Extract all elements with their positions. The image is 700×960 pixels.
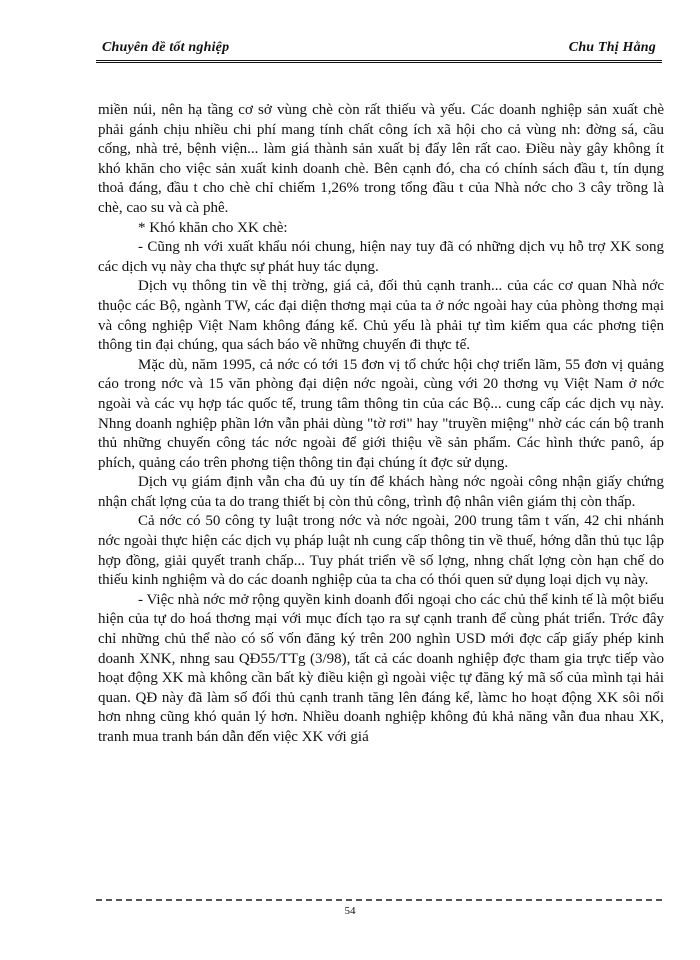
paragraph-trade-fairs: Mặc dù, năm 1995, cả nớc có tới 15 đơn vị tổ chức hội chợ triển lãm, 55 đơn vị quảng cáo trong nớc và 15 văn phòng đại diện nớc ngoài, cùng với 20 thơng vụ Việt Nam ở nớc ngoài và các vụ hợp tác quốc tế, trung tâm thông tin của các Bộ... cung cấp các dịch vụ này. Nhng doanh nghiệp phần lớn vẫn phải dùng "tờ rơi" hay "truyền miệng" nhờ các cán bộ tranh thủ những chuyến công tác nớc ngoài để giới thiệu về sản phẩm. Các hình thức panô, áp phích, quảng cáo trên phơng tiện thông tin đại chúng ít đợc sử dụng.	[98, 356, 664, 471]
header-divider	[96, 60, 662, 63]
paragraph-legal-services: Cả nớc có 50 công ty luật trong nớc và nớc ngoài, 200 trung tâm t vấn, 42 chi nhánh nớc ngoài thực hiện các dịch vụ pháp luật nh cung cấp thông tin về thuế, hớng dẫn thủ tục lập hợp đồng, giải quyết tranh chấp... Tuy phát triển về số lợng, nhng chất lợng còn hạn chế do thiếu kinh nghiệm và do các doanh nghiệp của ta cha có thói quen sử dụng loại dịch vụ này.	[98, 513, 664, 589]
paragraph-market-information: Dịch vụ thông tin về thị trờng, giá cả, đối thủ cạnh tranh... của các cơ quan Nhà nớc thuộc các Bộ, ngành TW, các đại diện thơng mại của ta ở nớc ngoài hay của phòng thơng mại và công nghiệp Việt Nam không đáng kể. Chủ yếu là phải tự tìm kiếm qua các phơng tiện thông tin đại chúng, qua sách báo về những chuyến đi thực tế.	[98, 278, 664, 354]
header-author-name: Chu Thị Hằng	[568, 40, 656, 55]
document-body	[98, 101, 664, 748]
paragraph-infrastructure: miền núi, nên hạ tầng cơ sở vùng chè còn rất thiếu và yếu. Các doanh nghiệp sản xuất chè phải gánh chịu nhiều chi phí mang tính chất công ích xã hội cho cả vùng nh: đờng sá, cầu cống, nhà trẻ, bệnh viện... làm giá thành sản xuất bị đẩy lên rất cao. Điều này gây không ít khó khăn cho việc sản xuất kinh doanh chè. Bên cạnh đó, cha có chính sách đầu t, tín dụng thoả đáng, đầu t cho chè chỉ chiếm 1,26% trong tổng đầu t của Nhà nớc cho 3 cây trồng là chè, cao su và cà phê.	[98, 102, 664, 216]
footer-divider	[96, 899, 662, 901]
paragraph-trade-liberalization: - Việc nhà nớc mở rộng quyền kinh doanh đối ngoại cho các chủ thể kinh tế là một biểu hiện của tự do hoá thơng mại với mục đích tạo ra sự cạnh tranh để cùng phát triển. Trớc đây chỉ những chủ thể nào có số vốn đăng ký trên 200 nghìn USD mới đợc cấp giấy phép kinh doanh XNK, nhng sau QĐ55/TTg (3/98), tất cả các doanh nghiệp đợc tham gia trực tiếp vào hoạt động XK mà không cần bất kỳ điều kiện gì ngoài việc tự đăng ký mã số của mình tại hải quan. QĐ này đã làm số đối thủ cạnh tranh tăng lên đáng kể, làmc ho hoạt động XK sôi nổi hơn nhng cũng khó quản lý hơn. Nhiều doanh nghiệp không đủ khả năng vẫn đua nhau XK, tranh mua tranh bán dẫn đến việc XK với giá	[98, 591, 664, 745]
page-header	[96, 38, 662, 68]
page-number: 54	[344, 905, 356, 917]
section-heading-export-difficulties: * Khó khăn cho XK chè:	[138, 219, 288, 236]
paragraph-support-services: - Cũng nh với xuất khẩu nói chung, hiện nay tuy đã có những dịch vụ hỗ trợ XK song các dịch vụ này cha thực sự phát huy tác dụng.	[98, 239, 664, 275]
header-document-title: Chuyên đề tốt nghiệp	[102, 40, 230, 55]
paragraph-inspection-services: Dịch vụ giám định vẫn cha đủ uy tín để khách hàng nớc ngoài công nhận giấy chứng nhận chất lợng của ta do trang thiết bị còn thủ công, trình độ nhân viên giám thị còn thấp.	[98, 474, 664, 510]
